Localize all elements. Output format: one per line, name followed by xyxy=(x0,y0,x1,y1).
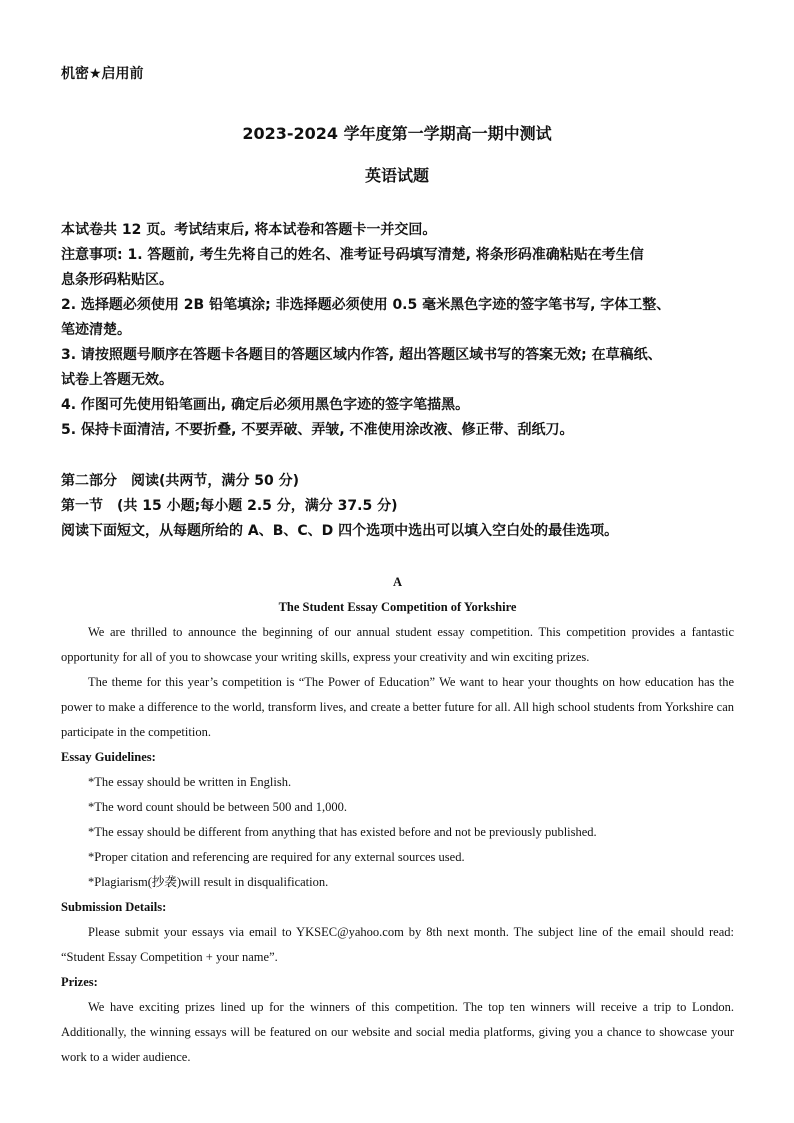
note-line: 试卷上答题无效。 xyxy=(61,372,173,388)
prizes-heading: Prizes: xyxy=(61,975,98,989)
paragraph: We have exciting prizes lined up for the winners of this competition. The top ten winners will receive a trip to London. Additionally, the winning essays will be featured on our website and social media platforms, giving you a chance to showcase your work to a wider audience. xyxy=(61,1000,734,1064)
passage-letter: A xyxy=(392,575,403,589)
paragraph: Please submit your essays via email to YKSEC@yahoo.com by 8th next month. The subject line of the email should read: “Student Essay Competition + your name”. xyxy=(61,925,734,964)
note-line: 2. 选择题必须使用 2B 铅笔填涂; 非选择题必须使用 0.5 毫米黑色字迹的签字笔书写, 字体工整、 xyxy=(61,297,671,313)
guideline-item: *The essay should be written in English. xyxy=(88,775,292,789)
note-line: 注意事项: 1. 答题前, 考生先将自己的姓名、准考证号码填写清楚, 将条形码准确粘贴在考生信 xyxy=(61,247,644,263)
exam-title: 2023-2024 学年度第一学期高一期中测试 xyxy=(242,124,552,143)
section-instruction: 阅读下面短文，从每题所给的 A、B、C、D 四个选项中选出可以填入空白处的最佳选项。 xyxy=(61,523,619,539)
reading-passage xyxy=(61,570,734,1070)
note-line: 息条形码粘贴区。 xyxy=(61,272,173,288)
paragraph: The theme for this year’s competition is “The Power of Education” We want to hear your thoughts on how education has the power to make a difference to the world, transform lives, and create a better future for all. All high school students from Yorkshire can participate in the competition. xyxy=(61,675,734,739)
guideline-item: *Proper citation and referencing are required for any external sources used. xyxy=(88,850,465,864)
paragraph: We are thrilled to announce the beginning of our annual student essay competition. This competition provides a fantastic opportunity for all of you to showcase your writing skills, express your creativity and win exciting prizes. xyxy=(61,625,734,664)
guideline-item: *The word count should be between 500 and 1,000. xyxy=(88,800,347,814)
passage-title: The Student Essay Competition of Yorkshire xyxy=(278,600,517,614)
guideline-item: *The essay should be different from anything that has existed before and not be previously published. xyxy=(88,825,597,839)
subsection-heading: 第一节 (共 15 小题;每小题 2.5 分，满分 37.5 分) xyxy=(61,498,398,514)
guidelines-heading: Essay Guidelines: xyxy=(61,750,156,764)
guideline-item: *Plagiarism(抄袭)will result in disqualification. xyxy=(88,875,329,889)
section-header xyxy=(61,469,751,544)
exam-subject: 英语试题 xyxy=(364,166,429,185)
confidential-label: 机密★启用前 xyxy=(61,66,144,82)
note-line: 本试卷共 12 页。考试结束后, 将本试卷和答题卡一并交回。 xyxy=(61,222,437,238)
note-line: 笔迹清楚。 xyxy=(61,322,131,338)
note-line: 4. 作图可先使用铅笔画出, 确定后必须用黑色字迹的签字笔描黑。 xyxy=(61,397,470,413)
note-line: 3. 请按照题号顺序在答题卡各题目的答题区域内作答, 超出答题区域书写的答案无效; 在草稿纸、 xyxy=(61,347,662,363)
submission-heading: Submission Details: xyxy=(61,900,167,914)
part-heading: 第二部分 阅读(共两节，满分 50 分) xyxy=(61,473,300,489)
exam-notes xyxy=(61,218,751,443)
note-line: 5. 保持卡面清洁, 不要折叠, 不要弄破、弄皱, 不准使用涂改液、修正带、刮纸刀。 xyxy=(61,422,574,438)
